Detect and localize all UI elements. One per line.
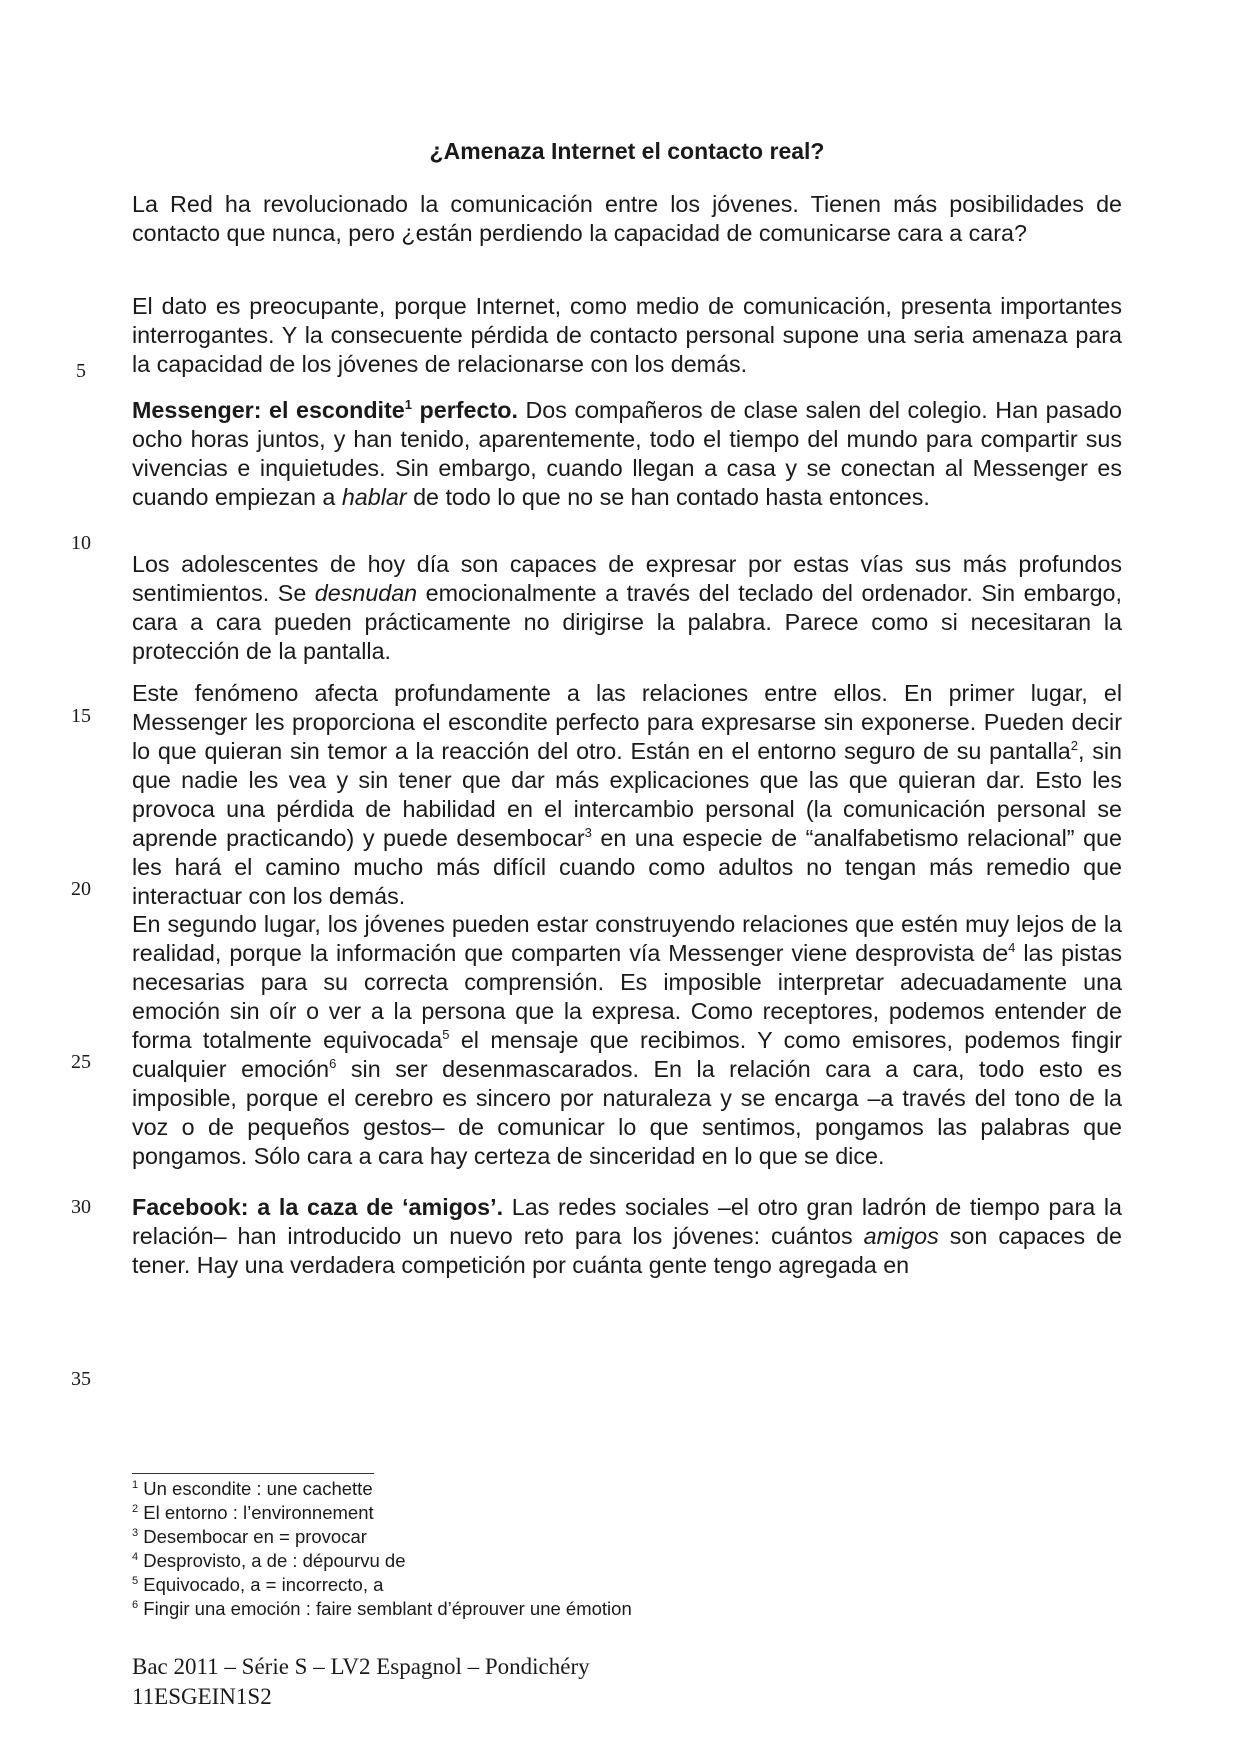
footnote-ref-3: 3: [584, 825, 592, 840]
paragraph-7: Facebook: a la caza de ‘amigos’. Las redes sociales –el otro gran ladrón de tiempo para la relación– han introducido un nuevo reto para los jóvenes: cuántos amigos son capaces de tener. Hay una verdadera competición por cuánta gente tengo agregada en: [132, 1194, 1122, 1278]
footnote: $^4$ Desprovisto, a de : dépourvu de: [132, 1550, 406, 1571]
footnote: $^5$ Equivocado, a = incorrecto, a: [132, 1574, 384, 1595]
paragraph-1: [132, 190, 1122, 248]
paragraph-3: Messenger: el escondite$^1$ perfecto. Dos compañeros de clase salen del colegio. Han pasado ocho horas juntos, y han tenido, aparentemente, todo el tiempo del mundo para compartir sus vivencias e inquietudes. Sin embargo, cuando llegan a casa y se conectan al Messenger es cuando empiezan a hablar de todo lo que no se han contado hasta entonces.: [132, 397, 1123, 510]
footnote: $^3$ Desembocar en = provocar: [132, 1526, 367, 1547]
footnote-ref-4: 4: [1008, 940, 1016, 955]
paragraph-text: La Red ha revolucionado la comunicación entre los jóvenes. Tienen más posibilidades de contacto que nunca, pero ¿están perdiendo la capacidad de comunicarse cara a cara?: [132, 191, 1122, 246]
line-number: 15: [71, 705, 91, 727]
footer-exam-info: Bac 2011 – Série S – LV2 Espagnol – Pondichéry: [132, 1654, 590, 1679]
paragraph-4: Los adolescentes de hoy día son capaces de expresar por estas vías sus más profundos sentimientos. Se desnudan emocionalmente a través del teclado del ordenador. Sin embargo, cara a cara pueden prácticamente no dirigirse la palabra. Parece como si necesitaran la protección de la pantalla.: [132, 551, 1122, 664]
footnote: $^2$ El entorno : l’environnement: [132, 1502, 374, 1523]
footnote-ref-2: 2: [1070, 738, 1078, 753]
document-title: ¿Amenaza Internet el contacto real?: [429, 138, 825, 164]
footnote-divider: [132, 1473, 374, 1474]
paragraph-2: [132, 292, 1122, 379]
paragraph-6: En segundo lugar, los jóvenes pueden estar construyendo relaciones que estén muy lejos de la realidad, porque la información que comparten vía Messenger viene desprovista $de^4$ las pistas necesarias para su correcta comprensión. Es imposible interpretar adecuadamente una emoción sin oír o ver a la persona que la expresa. Como receptores, podemos entender de forma totalmente equivocada$^5$ el mensaje que recibimos. Y como emisores, podemos fingir cualquier emoción$^6$ sin ser desenmascarados. En la relación cara a cara, todo esto es imposible, porque el cerebro es sincero por naturaleza y se encarga –a través del tono de la voz o de pequeños gestos– de comunicar lo que sentimos, pongamos las palabras que pongamos. Sólo cara a cara hay certeza de sinceridad en lo que se dice.: [132, 911, 1123, 1169]
paragraph-text: El dato es preocupante, porque Internet, como medio de comunicación, presenta importantes interrogantes. Y la consecuente pérdida de contacto personal supone una seria amenaza para la capacidad de los jóvenes de relacionarse con los demás.: [132, 293, 1122, 377]
line-number: 5: [76, 360, 86, 382]
emphasis: desnudan: [314, 580, 418, 606]
footnote: $^1$ Un escondite : une cachette: [132, 1478, 373, 1499]
footer-exam-code: 11ESGEIN1S2: [132, 1684, 272, 1709]
footnote-ref-1: 1: [404, 397, 412, 412]
line-number: 35: [71, 1368, 91, 1390]
paragraph-5: Este fenómeno afecta profundamente a las relaciones entre ellos. En primer lugar, el Messenger les proporciona el escondite perfecto para expresarse sin exponerse. Pueden decir lo que quieran sin temor a la reacción del otro. Están en el entorno seguro de su pantalla$^2$, sin que nadie les vea y sin tener que dar más explicaciones que las que quieran dar. Esto les provoca una pérdida de habilidad en el intercambio personal (la comunicación personal se aprende practicando) y puede desembocar$^3$ en una especie de “analfabetismo relacional” que les hará el camino mucho más difícil cuando como adultos no tengan más remedio que interactuar con los demás.: [132, 680, 1122, 909]
section-heading-messenger: Messenger: el escondite$^1$ perfecto.: [132, 397, 518, 423]
section-heading-facebook: Facebook: a la caza de ‘amigos’.: [132, 1194, 504, 1220]
line-number: 30: [71, 1196, 91, 1218]
footnote-ref-5: 5: [442, 1027, 450, 1042]
footnote-ref-6: 6: [329, 1056, 337, 1071]
line-number: 10: [71, 532, 91, 554]
line-number: 20: [71, 878, 91, 900]
line-number: 25: [71, 1051, 91, 1073]
emphasis: amigos: [863, 1223, 939, 1249]
footnote: $^6$ Fingir una emoción : faire semblant d’éprouver une émotion: [132, 1598, 632, 1619]
emphasis: hablar: [341, 484, 407, 510]
